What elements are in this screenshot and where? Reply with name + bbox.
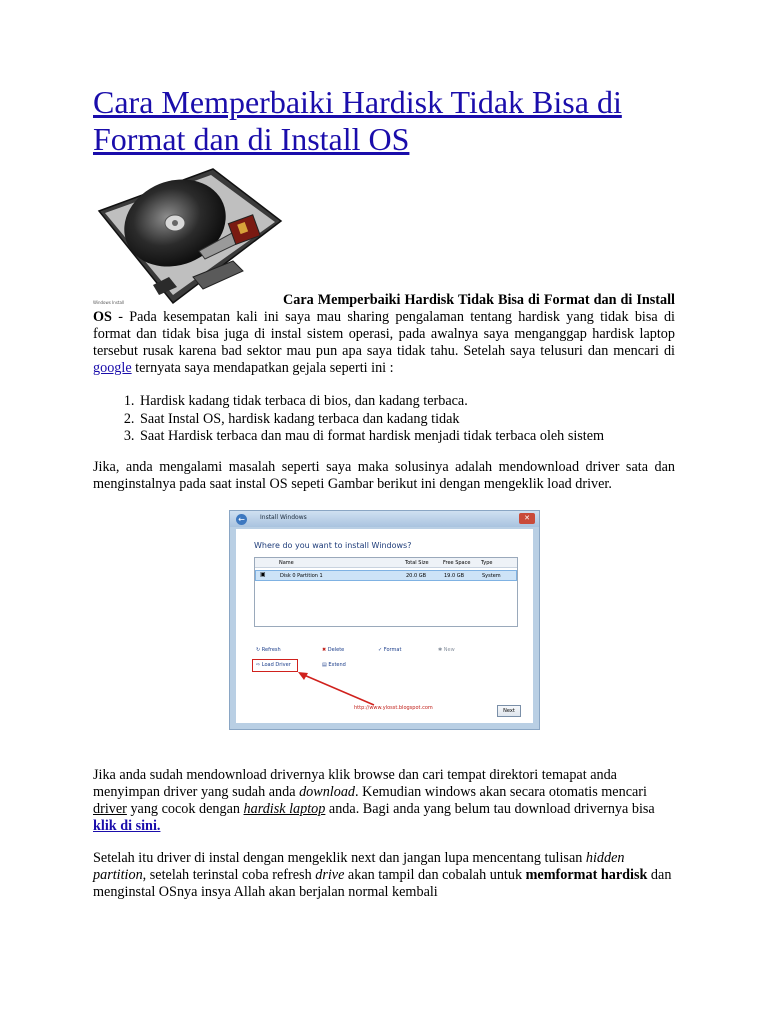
extend-action: ▤ Extend <box>322 662 346 668</box>
paragraph-text: yang cocok dengan <box>126 801 244 817</box>
paragraph-text: Jika anda sudah mendownload drivernya klik browse dan cari tempat direktori temapat anda menyimpan driver yang sudah anda <box>93 767 617 800</box>
table-cell: Disk 0 Partition 1 <box>280 573 323 579</box>
column-header: Type <box>481 560 493 566</box>
new-action: ✱ New <box>438 647 455 653</box>
table-cell: 20.0 GB <box>406 573 427 579</box>
symptom-list <box>93 393 678 446</box>
drive-emphasis: drive <box>315 867 345 883</box>
hard-disk-photo <box>93 167 285 307</box>
intro-paragraph <box>93 292 675 377</box>
paragraph-text: dan menginstal OSnya insya Allah akan berjalan normal kembali <box>93 867 672 900</box>
driver-underline: driver <box>93 801 127 817</box>
watermark-url: http://www.ylosst.blogspot.com <box>354 705 433 711</box>
window-body <box>236 529 533 723</box>
close-icon: ✕ <box>519 513 535 524</box>
paragraph-text: Setelah itu driver di instal dengan mengeklik next dan jangan lupa mencentang tulisan <box>93 850 586 866</box>
intro-separator: - <box>111 309 130 325</box>
list-item: 3. Saat Hardisk terbaca dan mau di format hardisk menjadi tidak terbaca oleh sistem <box>138 428 678 446</box>
extend-icon: ▤ <box>322 662 327 668</box>
photo-caption: Windows Install <box>93 300 125 305</box>
table-row <box>255 570 517 581</box>
list-item: 1. Hardisk kadang tidak terbaca di bios, dan kadang terbaca. <box>138 393 678 411</box>
paragraph-text: akan tampil dan cobalah untuk <box>344 867 526 883</box>
column-header: Name <box>279 560 294 566</box>
new-icon: ✱ <box>438 647 443 653</box>
hard-disk-illustration <box>93 167 285 307</box>
load-driver-icon: ⇨ <box>256 662 261 668</box>
window-titlebar <box>230 511 539 527</box>
install-question: Where do you want to install Windows? <box>254 541 412 550</box>
driver-paragraph <box>93 767 675 835</box>
load-driver-action: ⇨ Load Driver <box>256 662 291 668</box>
download-emphasis: download <box>299 784 356 800</box>
next-button: Next <box>497 705 521 717</box>
paragraph-text: , setelah terinstal coba refresh <box>142 867 316 883</box>
format-icon: ✓ <box>378 647 383 653</box>
delete-icon: ✖ <box>322 647 327 653</box>
delete-action: ✖ Delete <box>322 647 345 653</box>
format-action: ✓ Format <box>378 647 402 653</box>
window-title: Install Windows <box>260 514 307 521</box>
paragraph-text: . Kemudian windows akan secara otomatis mencari <box>355 784 647 800</box>
partition-table <box>254 557 518 627</box>
back-arrow-icon: ← <box>236 514 247 525</box>
red-arrow-icon <box>296 669 376 709</box>
page-title[interactable]: Cara Memperbaiki Hardisk Tidak Bisa di Format dan di Install OS <box>93 84 622 157</box>
column-header: Free Space <box>443 560 471 566</box>
final-paragraph <box>93 850 675 901</box>
google-link[interactable]: google <box>93 360 132 376</box>
list-item: 2. Saat Instal OS, hardisk kadang terbaca dan kadang tidak <box>138 411 678 429</box>
hidden-partition-emphasis: hidden partition <box>93 850 625 883</box>
solution-paragraph: Jika, anda mengalami masalah seperti saya maka solusinya adalah mendownload driver sata dan menginstalnya pada saat instal OS sepeti Gambar berikut ini dengan mengeklik load driver. <box>93 459 675 492</box>
refresh-action: ↻ Refresh <box>256 647 281 653</box>
table-cell: 19.0 GB <box>444 573 465 579</box>
table-cell: System <box>482 573 501 579</box>
refresh-icon: ↻ <box>256 647 261 653</box>
intro-text-1: Pada kesempatan kali ini saya mau sharing pengalaman tentang hardisk yang tidak bisa di format dan tidak bisa juga di instal sistem operasi, pada awalnya saya menganggap hardisk laptop tersebut rusak karena bad sektor mau pun apa saya tidak tahu. Setelah saya telusuri dan mencari di <box>93 309 675 359</box>
table-header <box>255 558 517 568</box>
memformat-bold: memformat hardisk <box>525 867 648 883</box>
intro-text-2: ternyata saya mendapatkan gejala seperti ini : <box>131 360 394 376</box>
install-windows-screenshot <box>229 510 540 730</box>
paragraph-text: anda. Bagi anda yang belum tau download drivernya bisa <box>325 801 655 817</box>
column-header: Total Size <box>405 560 429 566</box>
disk-icon: ▣ <box>260 571 266 578</box>
download-link[interactable]: klik di sini. <box>93 818 161 834</box>
hardisk-laptop-underline: hardisk laptop <box>243 801 326 817</box>
intro-bold-lead: Cara Memperbaiki Hardisk Tidak Bisa di Format dan di Install OS <box>93 292 675 325</box>
